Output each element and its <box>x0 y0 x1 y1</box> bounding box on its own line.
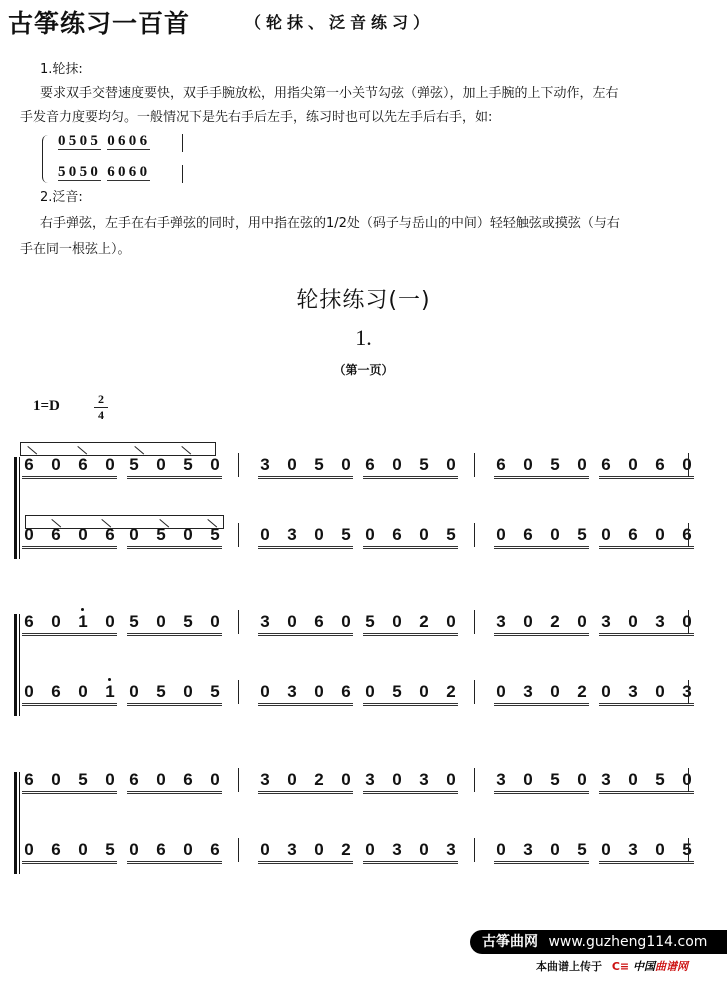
section2-line1: 右手弹弦，左手在右手弹弦的同时，用中指在弦的1/2处（码子与岳山的中间）轻轻触弦或摸弦（与右 <box>40 216 620 231</box>
site-url[interactable]: www.guzheng114.com <box>548 934 708 950</box>
underline-eighth <box>127 633 222 634</box>
underline-eighth <box>599 546 694 547</box>
system-bracket-thin <box>19 457 20 559</box>
underline-eighth <box>599 791 694 792</box>
underline-eighth <box>258 633 353 634</box>
note: 0 <box>496 525 506 544</box>
logo-icon: C≡ <box>611 960 630 973</box>
barline <box>238 838 239 862</box>
barline <box>238 523 239 547</box>
note: 0 <box>51 455 61 474</box>
barline <box>238 610 239 634</box>
note: 6 <box>183 770 193 789</box>
barline <box>474 838 475 862</box>
underline-eighth <box>127 791 222 792</box>
note: 5 <box>682 840 692 859</box>
note: 5 <box>392 682 402 701</box>
underline-sixteenth <box>22 478 117 479</box>
note: 0 <box>523 455 533 474</box>
section2-line2: 手在同一根弦上）。 <box>20 242 131 257</box>
system-bracket-thin <box>19 614 20 716</box>
note: 0 <box>523 612 533 631</box>
note: 6 <box>341 682 351 701</box>
note: 5 <box>210 525 220 544</box>
note: 5 <box>446 525 456 544</box>
underline-sixteenth <box>599 793 694 794</box>
page-title: 古筝练习一百首 <box>8 9 191 38</box>
note: 0 <box>682 612 692 631</box>
note: 0 <box>314 525 324 544</box>
example-note-group: 6060 <box>107 164 151 180</box>
note: 6 <box>496 455 506 474</box>
underline-sixteenth <box>22 705 117 706</box>
note: 0 <box>156 455 166 474</box>
note: 5 <box>105 840 115 859</box>
underline-eighth <box>363 703 458 704</box>
underline-eighth <box>599 861 694 862</box>
note: 0 <box>446 612 456 631</box>
note: 0 <box>287 770 297 789</box>
high-octave-dot <box>81 608 84 611</box>
page-label: （第一页） <box>333 363 394 377</box>
note: 0 <box>577 455 587 474</box>
note: 3 <box>365 770 375 789</box>
underline-eighth <box>494 703 589 704</box>
note: 0 <box>628 770 638 789</box>
underline-sixteenth <box>127 548 222 549</box>
underline-eighth <box>127 703 222 704</box>
example-note-group: 5050 <box>58 164 102 180</box>
note: 6 <box>628 525 638 544</box>
note: 0 <box>655 682 665 701</box>
underline-sixteenth <box>363 863 458 864</box>
note: 5 <box>365 612 375 631</box>
page-subtitle: （轮抹、泛音练习） <box>245 13 435 32</box>
note: 0 <box>655 525 665 544</box>
underline-sixteenth <box>599 478 694 479</box>
note: 0 <box>24 682 34 701</box>
note: 3 <box>260 455 270 474</box>
note: 3 <box>496 770 506 789</box>
piece-title: 轮抹练习(一) <box>296 288 431 313</box>
barline <box>688 610 689 634</box>
note: 3 <box>628 840 638 859</box>
note: 3 <box>260 770 270 789</box>
underline-eighth <box>363 546 458 547</box>
note: 0 <box>628 612 638 631</box>
barline <box>474 453 475 477</box>
note: 0 <box>51 770 61 789</box>
barline <box>688 680 689 704</box>
note: 0 <box>210 770 220 789</box>
underline-eighth <box>127 476 222 477</box>
site-name: 古筝曲网 <box>482 934 538 950</box>
time-signature-top: 2 <box>98 392 104 406</box>
note: 2 <box>341 840 351 859</box>
note: 6 <box>51 525 61 544</box>
underline-eighth <box>258 546 353 547</box>
underline-eighth <box>258 791 353 792</box>
note: 6 <box>314 612 324 631</box>
note: 0 <box>105 455 115 474</box>
underline-sixteenth <box>258 863 353 864</box>
underline-eighth <box>494 546 589 547</box>
note: 5 <box>78 770 88 789</box>
underline-sixteenth <box>494 705 589 706</box>
piece-number: 1. <box>355 325 372 350</box>
note: 5 <box>156 682 166 701</box>
barline <box>238 680 239 704</box>
note: 0 <box>682 770 692 789</box>
underline-eighth <box>599 476 694 477</box>
note: 0 <box>655 840 665 859</box>
logo-text-black: 中国 <box>632 960 655 973</box>
example-barline <box>182 134 183 152</box>
note: 0 <box>78 682 88 701</box>
note: 0 <box>577 612 587 631</box>
example-note-group: 0606 <box>107 133 151 149</box>
underline-sixteenth <box>363 548 458 549</box>
note: 3 <box>260 612 270 631</box>
example-lower-row <box>58 164 156 181</box>
note: 0 <box>341 770 351 789</box>
note: 0 <box>24 840 34 859</box>
system-bracket <box>14 457 17 559</box>
barline <box>474 680 475 704</box>
note: 0 <box>314 840 324 859</box>
underline-eighth <box>22 633 117 634</box>
underline-eighth <box>22 546 117 547</box>
underline-eighth <box>363 791 458 792</box>
underline-eighth <box>22 861 117 862</box>
underline-eighth <box>494 476 589 477</box>
underline-sixteenth <box>494 863 589 864</box>
note: 5 <box>419 455 429 474</box>
key-signature: 1=D <box>33 398 60 414</box>
underline-sixteenth <box>258 705 353 706</box>
note: 3 <box>682 682 692 701</box>
underline-sixteenth <box>127 635 222 636</box>
underline-sixteenth <box>363 635 458 636</box>
note: 6 <box>392 525 402 544</box>
note: 0 <box>392 612 402 631</box>
note: 5 <box>129 612 139 631</box>
note: 0 <box>78 840 88 859</box>
underline-sixteenth <box>127 705 222 706</box>
underline-sixteenth <box>127 863 222 864</box>
note: 0 <box>287 612 297 631</box>
note: 6 <box>210 840 220 859</box>
note: 0 <box>105 612 115 631</box>
note: 3 <box>446 840 456 859</box>
note: 5 <box>183 455 193 474</box>
logo-text-red: 曲谱网 <box>654 960 688 973</box>
section1-line1: 要求双手交替速度要快，双手手腕放松，用指尖第一小关节勾弦（弹弦），加上手腕的上下动作，左右 <box>40 86 619 101</box>
note: 5 <box>183 612 193 631</box>
underline-sixteenth <box>258 478 353 479</box>
time-signature <box>94 393 108 422</box>
note: 0 <box>24 525 34 544</box>
note: 3 <box>523 682 533 701</box>
section2-heading: 2.泛音: <box>40 190 83 205</box>
example-note-group: 0505 <box>58 133 102 149</box>
high-octave-dot <box>108 678 111 681</box>
barline <box>474 768 475 792</box>
underline-sixteenth <box>494 478 589 479</box>
note: 3 <box>655 612 665 631</box>
barline <box>474 610 475 634</box>
underline-sixteenth <box>494 635 589 636</box>
underline-sixteenth <box>599 705 694 706</box>
note: 6 <box>51 682 61 701</box>
note: 0 <box>105 770 115 789</box>
note: 6 <box>129 770 139 789</box>
note: 2 <box>577 682 587 701</box>
note: 5 <box>129 455 139 474</box>
underline-sixteenth <box>22 635 117 636</box>
underline-eighth <box>599 703 694 704</box>
note: 0 <box>183 525 193 544</box>
upload-credit <box>536 958 688 974</box>
note: 5 <box>156 525 166 544</box>
note: 6 <box>156 840 166 859</box>
barline <box>688 523 689 547</box>
barline <box>474 523 475 547</box>
note: 6 <box>24 612 34 631</box>
barline <box>688 838 689 862</box>
note: 0 <box>365 840 375 859</box>
underline-eighth <box>258 476 353 477</box>
note: 0 <box>210 455 220 474</box>
note: 6 <box>682 525 692 544</box>
underline-eighth <box>599 633 694 634</box>
note: 6 <box>78 455 88 474</box>
note: 6 <box>601 455 611 474</box>
underline-eighth <box>494 861 589 862</box>
example-brace <box>42 135 49 183</box>
underline-eighth <box>22 703 117 704</box>
note: 0 <box>496 840 506 859</box>
note: 0 <box>129 525 139 544</box>
note: 5 <box>314 455 324 474</box>
note: 3 <box>628 682 638 701</box>
note: 5 <box>577 525 587 544</box>
note: 0 <box>550 682 560 701</box>
underline-sixteenth <box>127 478 222 479</box>
note: 3 <box>287 840 297 859</box>
barline <box>688 768 689 792</box>
note: 0 <box>260 682 270 701</box>
note: 0 <box>78 525 88 544</box>
note: 0 <box>419 682 429 701</box>
underline-sixteenth <box>363 705 458 706</box>
note: 0 <box>341 455 351 474</box>
underline-eighth <box>363 633 458 634</box>
underline-sixteenth <box>599 548 694 549</box>
note: 0 <box>365 682 375 701</box>
note: 0 <box>682 455 692 474</box>
underline-sixteenth <box>599 635 694 636</box>
note: 0 <box>365 525 375 544</box>
site-banner[interactable] <box>470 930 727 954</box>
underline-sixteenth <box>22 863 117 864</box>
note: 2 <box>550 612 560 631</box>
note: 0 <box>601 840 611 859</box>
note: 0 <box>210 612 220 631</box>
note: 6 <box>105 525 115 544</box>
note: 0 <box>260 840 270 859</box>
note: 6 <box>51 840 61 859</box>
note: 2 <box>314 770 324 789</box>
note: 0 <box>446 455 456 474</box>
note: 0 <box>446 770 456 789</box>
underline-sixteenth <box>363 793 458 794</box>
note: 5 <box>655 770 665 789</box>
note: 2 <box>446 682 456 701</box>
note: 6 <box>24 455 34 474</box>
note: 0 <box>129 840 139 859</box>
note: 3 <box>419 770 429 789</box>
underline-eighth <box>22 791 117 792</box>
note: 1 <box>78 612 88 631</box>
note: 1 <box>105 682 115 701</box>
note: 3 <box>287 682 297 701</box>
note: 0 <box>601 682 611 701</box>
system-bracket <box>14 772 17 874</box>
example-upper-row <box>58 133 156 150</box>
underline-sixteenth <box>258 793 353 794</box>
note: 6 <box>655 455 665 474</box>
note: 0 <box>419 840 429 859</box>
section1-heading: 1.轮抹: <box>40 62 83 77</box>
underline-sixteenth <box>363 478 458 479</box>
underline-eighth <box>127 546 222 547</box>
time-signature-bottom: 4 <box>98 408 104 422</box>
note: 5 <box>341 525 351 544</box>
note: 6 <box>523 525 533 544</box>
barline <box>238 453 239 477</box>
note: 0 <box>496 682 506 701</box>
barline <box>688 453 689 477</box>
note: 3 <box>287 525 297 544</box>
note: 0 <box>419 525 429 544</box>
note: 0 <box>183 840 193 859</box>
note: 6 <box>24 770 34 789</box>
note: 0 <box>156 612 166 631</box>
note: 0 <box>341 612 351 631</box>
note: 5 <box>550 770 560 789</box>
note: 3 <box>601 612 611 631</box>
note: 3 <box>392 840 402 859</box>
note: 5 <box>550 455 560 474</box>
underline-eighth <box>494 633 589 634</box>
underline-sixteenth <box>494 548 589 549</box>
note: 0 <box>129 682 139 701</box>
barline <box>238 768 239 792</box>
note: 3 <box>523 840 533 859</box>
underline-eighth <box>258 861 353 862</box>
example-barline <box>182 165 183 183</box>
underline-sixteenth <box>22 548 117 549</box>
note: 0 <box>577 770 587 789</box>
note: 0 <box>392 455 402 474</box>
note: 0 <box>550 525 560 544</box>
system-bracket <box>14 614 17 716</box>
underline-sixteenth <box>127 793 222 794</box>
underline-eighth <box>363 861 458 862</box>
note: 0 <box>51 612 61 631</box>
system-bracket-thin <box>19 772 20 874</box>
note: 0 <box>601 525 611 544</box>
underline-sixteenth <box>258 635 353 636</box>
note: 0 <box>287 455 297 474</box>
note: 6 <box>365 455 375 474</box>
underline-sixteenth <box>22 793 117 794</box>
note: 5 <box>577 840 587 859</box>
note: 0 <box>314 682 324 701</box>
note: 5 <box>210 682 220 701</box>
underline-eighth <box>494 791 589 792</box>
underline-sixteenth <box>258 548 353 549</box>
note: 0 <box>156 770 166 789</box>
note: 0 <box>628 455 638 474</box>
note: 2 <box>419 612 429 631</box>
note: 0 <box>550 840 560 859</box>
underline-eighth <box>127 861 222 862</box>
underline-sixteenth <box>494 793 589 794</box>
note: 0 <box>523 770 533 789</box>
note: 3 <box>601 770 611 789</box>
note: 3 <box>496 612 506 631</box>
upload-text: 本曲谱上传于 <box>536 960 602 973</box>
underline-sixteenth <box>599 863 694 864</box>
note: 0 <box>260 525 270 544</box>
note: 0 <box>392 770 402 789</box>
section1-line2: 手发音力度要均匀。一般情况下是先右手后左手，练习时也可以先左手后右手，如: <box>20 110 493 125</box>
underline-eighth <box>258 703 353 704</box>
underline-eighth <box>363 476 458 477</box>
note: 0 <box>183 682 193 701</box>
underline-eighth <box>22 476 117 477</box>
